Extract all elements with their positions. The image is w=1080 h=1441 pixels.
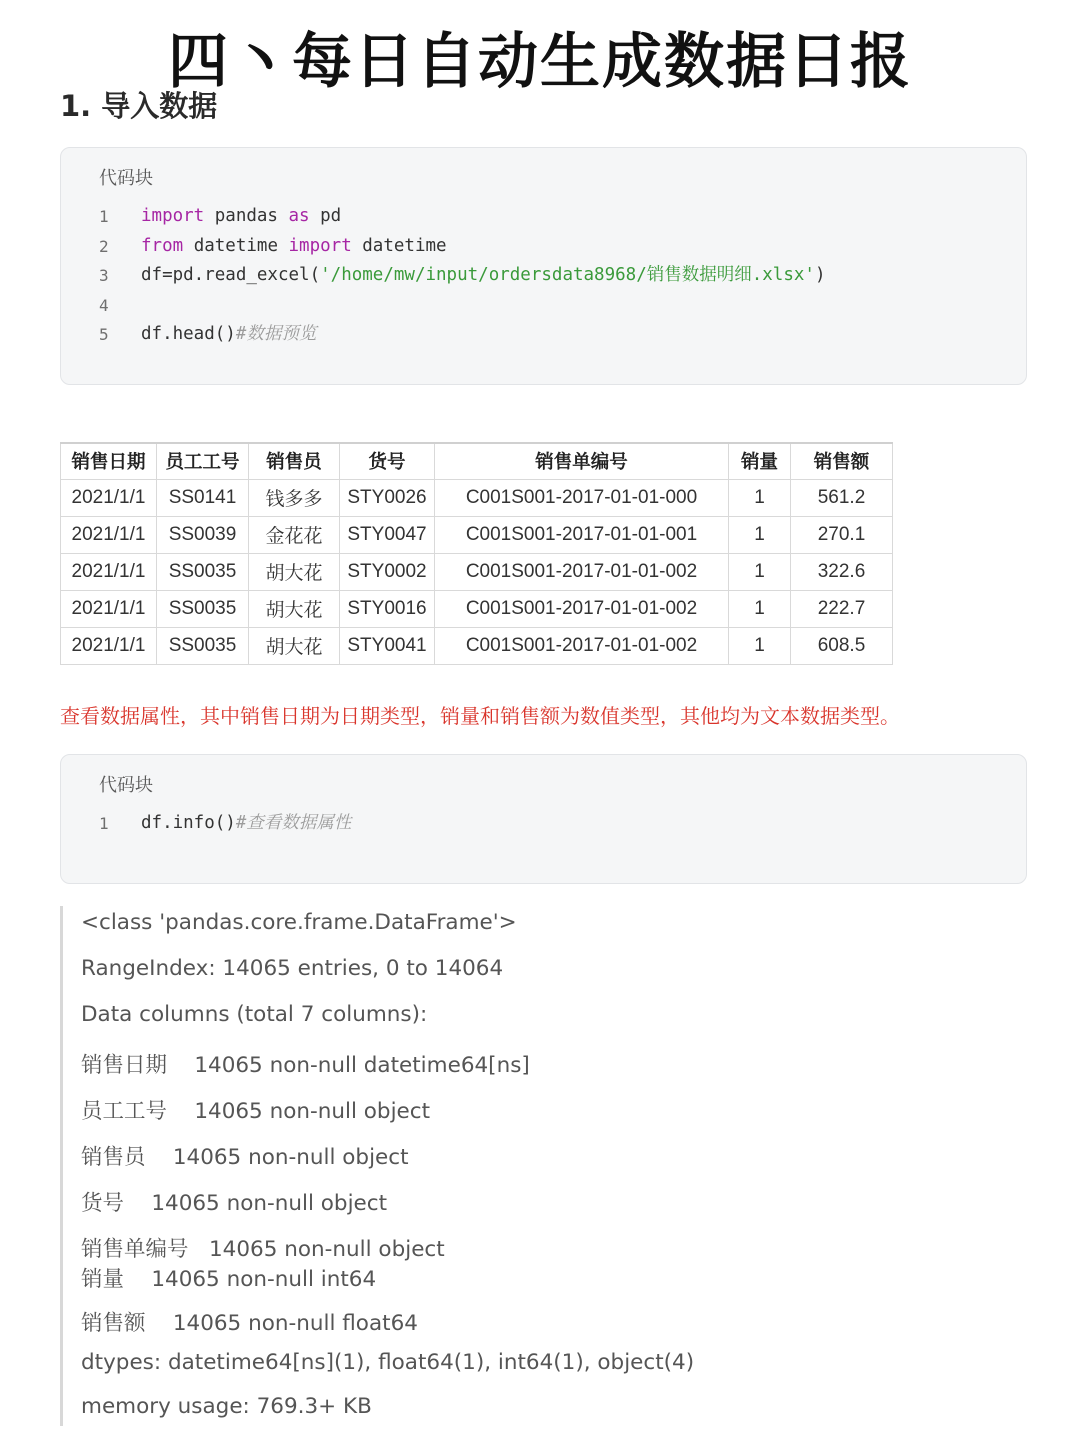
code-comment: #数据预览 [235, 324, 317, 345]
table-row [61, 553, 893, 590]
table-cell: C001S001-2017-01-01-001 [435, 516, 729, 553]
table-header-row [61, 443, 893, 479]
table-cell: 608.5 [791, 627, 893, 664]
code-keyword: as [288, 206, 310, 226]
code-text: pandas [204, 206, 289, 226]
table-cell: 金花花 [249, 516, 340, 553]
table-header-cell: 销售单编号 [435, 443, 729, 479]
data-type-note: 查看数据属性，其中销售日期为日期类型，销量和销售额为数值类型，其他均为文本数据类型。 [60, 704, 900, 728]
code-text: ) [814, 265, 826, 286]
table-cell: 561.2 [791, 479, 893, 516]
line-number: 1 [99, 814, 109, 833]
table-cell: 1 [729, 516, 791, 553]
output-line: 销售额 14065 non-null float64 [81, 1311, 418, 1336]
line-number: 1 [99, 207, 109, 226]
table-row [61, 516, 893, 553]
code-text: df.head() [141, 324, 236, 345]
code-block-info [60, 754, 1027, 884]
table-cell: 1 [729, 627, 791, 664]
table-cell: STY0002 [340, 553, 435, 590]
section-heading: 1. 导入数据 [60, 89, 218, 123]
table-cell: C001S001-2017-01-01-002 [435, 590, 729, 627]
code-lines [61, 809, 1026, 839]
table-cell: SS0141 [157, 479, 249, 516]
code-string: '/home/mw/input/ordersdata8968/销售数据明细.xlsx' [320, 265, 815, 286]
code-line [61, 232, 1026, 262]
code-line [61, 291, 1026, 321]
line-code [141, 261, 826, 291]
table-cell: STY0026 [340, 479, 435, 516]
table-header-cell: 销售员 [249, 443, 340, 479]
code-comment: #查看数据属性 [235, 813, 352, 833]
code-line [61, 202, 1026, 232]
line-code [141, 232, 447, 262]
table-cell: 2021/1/1 [61, 516, 157, 553]
line-code [141, 202, 341, 232]
table-cell: SS0035 [157, 590, 249, 627]
table-cell: 钱多多 [249, 479, 340, 516]
code-keyword: from [141, 235, 184, 256]
output-line: memory usage: 769.3+ KB [81, 1394, 372, 1419]
table-cell: 2021/1/1 [61, 627, 157, 664]
code-keyword: import [141, 206, 205, 226]
table-cell: 1 [729, 553, 791, 590]
output-line: 货号 14065 non-null object [81, 1191, 388, 1216]
table-cell: 2021/1/1 [61, 590, 157, 627]
line-number: 2 [99, 236, 109, 256]
line-number: 4 [99, 295, 109, 315]
line-number: 5 [99, 325, 109, 345]
code-lines [61, 202, 1026, 350]
table-cell: STY0016 [340, 590, 435, 627]
code-block-label: 代码块 [99, 775, 153, 796]
table-cell: 胡大花 [249, 627, 340, 664]
table-header-cell: 销售日期 [61, 443, 157, 479]
table-cell: C001S001-2017-01-01-002 [435, 553, 729, 590]
code-block-label: 代码块 [99, 168, 153, 189]
code-keyword: import [288, 235, 352, 256]
line-code [141, 320, 316, 350]
table-row [61, 479, 893, 516]
table-cell: STY0047 [340, 516, 435, 553]
table-row [61, 590, 893, 627]
table-row [61, 627, 893, 664]
table-cell: 胡大花 [249, 590, 340, 627]
output-line: 销量 14065 non-null int64 [81, 1267, 377, 1292]
output-line: 销售日期 14065 non-null datetime64[ns] [81, 1053, 530, 1078]
table-cell: C001S001-2017-01-01-000 [435, 479, 729, 516]
table-cell: SS0039 [157, 516, 249, 553]
output-line: 销售单编号 14065 non-null object [81, 1237, 445, 1262]
table-cell: SS0035 [157, 627, 249, 664]
code-text: df.info() [141, 813, 236, 833]
table-cell: 胡大花 [249, 553, 340, 590]
info-output [60, 906, 763, 1426]
page-title: 四丶每日自动生成数据日报 [168, 27, 912, 97]
output-line: Data columns (total 7 columns): [81, 1002, 428, 1027]
data-preview-table [60, 442, 893, 665]
code-line [61, 261, 1026, 291]
line-code [141, 809, 351, 839]
output-line: 销售员 14065 non-null object [81, 1145, 409, 1170]
code-line [61, 320, 1026, 350]
output-line: <class 'pandas.core.frame.DataFrame'> [81, 910, 517, 935]
table-cell: SS0035 [157, 553, 249, 590]
table-cell: 1 [729, 590, 791, 627]
output-line: 员工工号 14065 non-null object [81, 1099, 431, 1124]
table-cell: 270.1 [791, 516, 893, 553]
line-number: 3 [99, 266, 109, 286]
table-header-cell: 员工工号 [157, 443, 249, 479]
output-line: dtypes: datetime64[ns](1), float64(1), int64(1), object(4) [81, 1350, 695, 1375]
table-cell: 2021/1/1 [61, 479, 157, 516]
output-line: RangeIndex: 14065 entries, 0 to 14064 [81, 956, 504, 981]
code-text: df=pd.read_excel( [141, 265, 321, 286]
table-cell: 222.7 [791, 590, 893, 627]
code-text: pd [309, 206, 342, 226]
table-cell: C001S001-2017-01-01-002 [435, 627, 729, 664]
code-block-import [60, 147, 1027, 385]
code-text: datetime [351, 235, 447, 256]
table-cell: STY0041 [340, 627, 435, 664]
table-cell: 322.6 [791, 553, 893, 590]
table-header-cell: 货号 [340, 443, 435, 479]
table-cell: 2021/1/1 [61, 553, 157, 590]
table-header-cell: 销量 [729, 443, 791, 479]
code-text: datetime [183, 235, 289, 256]
table-cell: 1 [729, 479, 791, 516]
table-header-cell: 销售额 [791, 443, 893, 479]
code-line [61, 809, 1026, 839]
